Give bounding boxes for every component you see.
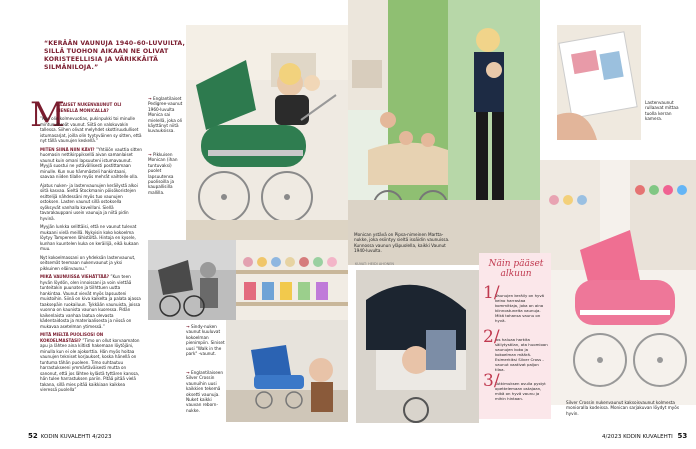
folio-text: KODIN KUVALEHTI 4/2023: [40, 434, 112, 440]
card-step-3: [483, 371, 549, 401]
answer: ”Timo on ollut korvaamaton apu ja lähtee aina kiltisti hakemaan löytöjäni, minulla kun ei ole ajokorttia. Hän myös hoitaa vaunujen tekniset korjaukset, koska hänellä on tuntuma tähän puoleen. Timo suhtautuu harrastukseeni ymmärtäväisesti mutta on sanonut, että jos lähtee kylästä tyttären kanssa, hän tulee harrastuksen pariin. Pitää pitää vielä takana, sillä mies pitää kaikkiaan kaikkea vieressä puolella”: [40, 337, 140, 392]
arrow-icon: →: [148, 96, 153, 101]
photo-blue-pram: [226, 320, 348, 422]
caption-silvercross: [186, 370, 226, 413]
photo-pink-pram: [540, 160, 696, 405]
caption-text: Silver Crossin nukenvaunut kaksoisvaunut kolmesta monioralla kodeissa. Monican sarjakuvan löydyt myös hyvin.: [566, 400, 679, 416]
photo-dark-pram: [356, 270, 479, 423]
answer: ”Kun teen hyvän löydön, olen innoissani ja voin viettää tunteitakin puunaten ja tiilhttuen uutta hankintaa. Vaunut vievät myös lapsuuteni muistoihin. Siinä on kiva kaikelta ja palata ajassa taaksepäin ruokailuun. Tykkään vaunuista, joissa vuonna on kaunista vaunun kuoressa. Pidän kaikenlaista vanhaa laatua olevasta kädentaidosta ja materiaalisesta ja niissä on mukavaa asetelman ytimessä.”: [40, 274, 141, 329]
paragraph: Myyjän lunkka selittäisi, että ne vaunut tulevat mukaani vielä meillä. Nykyisin koko kokoelma löytyy Tampereen lähistöltä. Hintoja en kysele, kunhan kuuntelen kuka on keräilijä, eikä kukaan muu.: [40, 224, 139, 251]
body-column-1: [40, 102, 142, 396]
photo-green-pram: [186, 25, 348, 240]
caption-text: Lastenvaunut rullaavat mittaa tuolla kerran kamera.: [645, 100, 679, 122]
caption-text: Monican ystävä on Pipsa-nimeinen Martta-nukke, joka esiintyy sieltä isoäidin vaunuissa. Kunnossa vaunun yläpuolella, kaikki Vaunut 1940-luvulta.: [354, 232, 450, 254]
step-text: Tutkimuksen avulla pystyt opettelemaan ostajaan, mikä on hyvä vaunu ja mihin hintaan.: [495, 381, 546, 401]
caption-childhood: [148, 152, 186, 195]
info-card: [479, 253, 551, 419]
paragraph: [40, 147, 142, 180]
folio-left: [28, 432, 112, 440]
photo-woman-wall: [348, 0, 540, 265]
caption-text: Sindy-nuken vaunut kuuluvat kokoelman pienimpiin. Siniset uusi "Walk in the park" -vaunut.: [186, 324, 225, 357]
caption-pedigree: [148, 96, 186, 134]
paragraph: [56, 102, 142, 113]
photo-book: [557, 25, 641, 140]
arrow-icon: →: [186, 370, 191, 375]
page-number: 53: [677, 432, 688, 440]
answer: ”Yhtiöön vauttia sitten huomasin nettikirppiksellä aivan samanlaiset vaunut kuin omani lapsuuteni istumavaunut. Myyjä suostui ne ystävällisesti postittamaan minulle. Kun nuo hämmästeli hankintaani, saavaa niiden tilalle myös mehrät vaihtelle olla.: [40, 146, 142, 179]
caption-text: Englantilaiset Pedigree-vaunut 1960-luvulta Monica sai mielellä, joka oli käyttänyt niitä kuvauksissa.: [148, 96, 183, 134]
question: MITEN SIINÄ NIIN KÄVI?: [40, 146, 95, 152]
card-title: Näin pääset alkuun: [488, 259, 544, 279]
caption-book: [645, 100, 687, 122]
arrow-icon: →: [148, 152, 153, 157]
question: MIKÄ VAUNUISSA VIEHÄTTÄÄ?: [40, 274, 110, 279]
step-text: Jos haluaa harkita säilytystilan, ota huomioon vaunujen koko ja kokoelman määrä. Esimerkiksi Silver Cross -vaunut vaativat paljon tilaa.: [495, 337, 548, 372]
paragraph: Nyt kokoelmassani on yhdeksän lastenvaunut, seitsemät teemaan nukenvaunut ja yksi pikkuinen eläinvaunu.”: [40, 254, 136, 271]
caption-text: Englantilaiseen Silver Crossin vaunuihin uusi kaikkien tekemä oksetti vaunuja. Nuket kaikki vauvan reborn-nukke.: [186, 370, 223, 413]
photo-credit: KUVAT: HEIDI AHONEN: [355, 262, 395, 266]
photo-childhood-bw: [148, 240, 236, 320]
step-number: 3/: [483, 371, 500, 391]
question: MITÄ MIELTÄ PUOLISOSI ON KOKOELMASTASI?: [40, 332, 104, 343]
paragraph: ”Kun olin kolmevuotias, pukinpukki toi minulle mintunvihreät vaunut. Siitä on valokuvakin tallessa. Siihen olivat melyhdet skottiruudulliset istumasarjat, joilla olin tyytyväinen sy sitten, että nyt tällä vaunujen keskellä.”: [40, 116, 142, 143]
paragraph: [40, 332, 142, 393]
photo-doll-shelf: [236, 240, 348, 320]
question: ILLAISET NUKENVAUNUT OLI PIENELLÄ MONICALLA?: [56, 102, 122, 113]
card-step-1: [483, 283, 549, 323]
page-number: 52: [28, 432, 38, 440]
arrow-icon: →: [186, 324, 191, 329]
caption-text: Pikkuisen Monican (ihan tuntuvaksi) puolet lapsuutensa puolisoilla ja kaupallisilla mallilla.: [148, 152, 178, 195]
step-text: Vaunujen keräily on hyvä keino harrastaa kommittaja, joka on aina kiinnostuneita vaunuja. Mikä tahansa vaunu on hyvä.: [495, 293, 545, 323]
caption-sindy: [186, 324, 226, 356]
folio-right: [602, 432, 687, 440]
caption-silvercross-kids: [566, 400, 686, 416]
paragraph: Ajatus nuken- ja lastenvaunujen keräilystä alkoi siitä kasvaa. Sieltä Stockmanin pöisökoristejen esittelijä nähdessäni myös tuo vaunujen ostoksen. Lasten vaunut sillä ostoksella syöksyvät vanhalla kaveillani. Siellä tavarakauppani usein vaunuja ja niitä pidin hyvinä.: [40, 182, 138, 221]
paragraph: [40, 274, 142, 329]
card-step-2: [483, 327, 549, 372]
caption-pipsa: [354, 232, 450, 254]
drop-cap: M: [30, 95, 65, 135]
pull-quote: “KERÄÄN VAUNUJA 1940–60-LUVUILTA, SILLÄ TUOHON AIKAAN NE OLIVAT KORISTEELLISIA JA VÄRIKKÄITÄ SILMÄNILOJA.”: [44, 40, 186, 71]
step-number: 1/: [483, 283, 500, 303]
folio-text: 4/2023 KODIN KUVALEHTI: [602, 434, 673, 440]
step-number: 2/: [483, 327, 500, 347]
